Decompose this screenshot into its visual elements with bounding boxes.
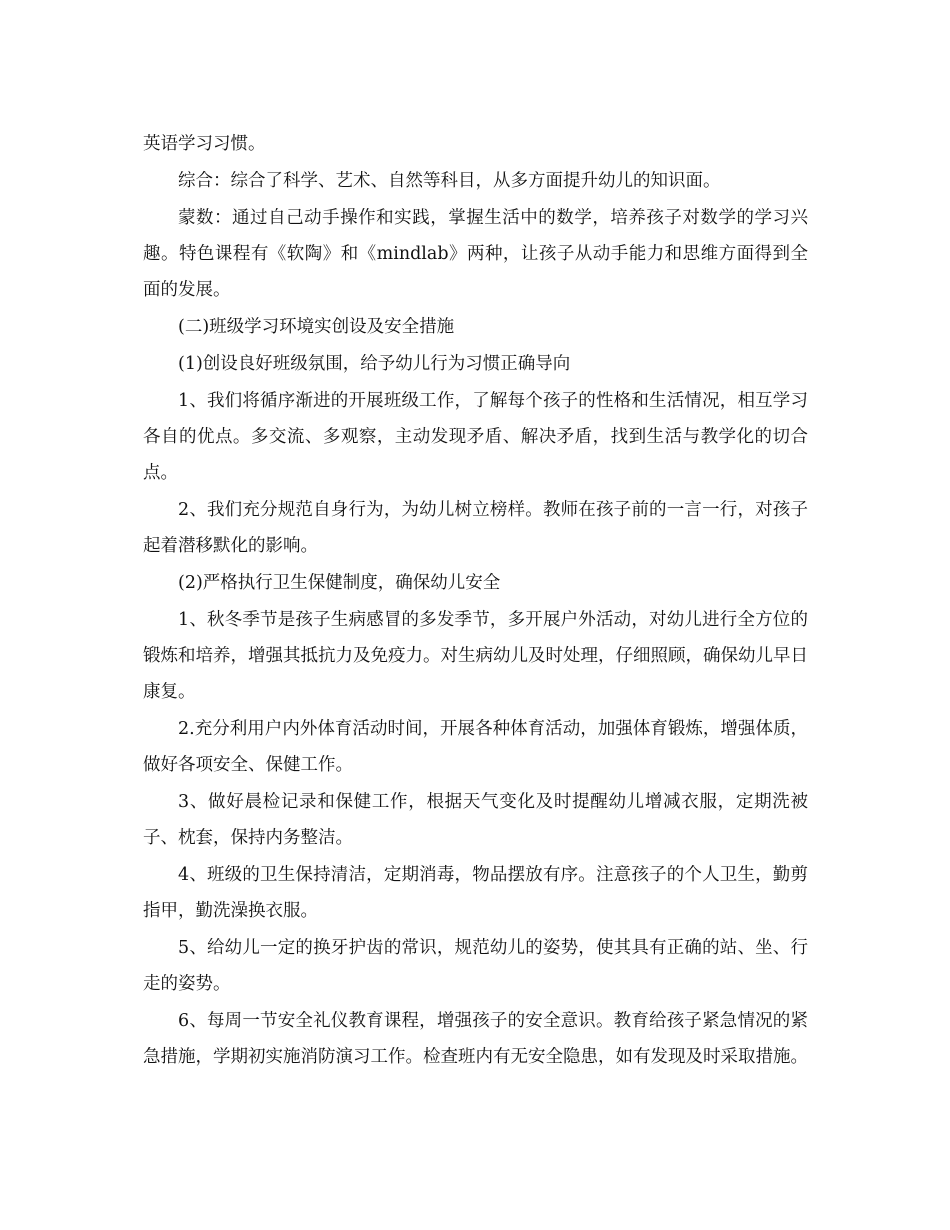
paragraph: 综合：综合了科学、艺术、自然等科目，从多方面提升幼儿的知识面。 <box>178 171 721 191</box>
paragraph: 3、做好晨检记录和保健工作，根据天气变化及时提醒幼儿增减衣服，定期洗被子、枕套，保持内务整洁。 <box>143 792 808 848</box>
paragraph: 蒙数：通过自己动手操作和实践，掌握生活中的数学，培养孩子对数学的学习兴趣。特色课程有《软陶》和《mindlab》两种，让孩子从动手能力和思维方面得到全面的发展。 <box>143 208 808 300</box>
paragraph: 2、我们充分规范自身行为，为幼儿树立榜样。教师在孩子前的一言一行，对孩子起着潜移默化的影响。 <box>143 500 808 556</box>
paragraph: 1、秋冬季节是孩子生病感冒的多发季节，多开展户外活动，对幼儿进行全方位的锻炼和培养，增强其抵抗力及免疫力。对生病幼儿及时处理，仔细照顾，确保幼儿早日康复。 <box>143 610 808 702</box>
subsection-heading: (1)创设良好班级氛围，给予幼儿行为习惯正确导向 <box>178 354 571 374</box>
paragraph: 5、给幼儿一定的换牙护齿的常识，规范幼儿的姿势，使其具有正确的站、坐、行走的姿势。 <box>143 938 808 994</box>
paragraph: 2.充分利用户内外体育活动时间，开展各种体育活动，加强体育锻炼，增强体质，做好各项安全、保健工作。 <box>143 719 808 775</box>
paragraph: 6、每周一节安全礼仪教育课程，增强孩子的安全意识。教育给孩子紧急情况的紧急措施，学期初实施消防演习工作。检查班内有无安全隐患，如有发现及时采取措施。 <box>143 1011 808 1067</box>
subsection-heading: (2)严格执行卫生保健制度，确保幼儿安全 <box>178 573 501 593</box>
paragraph: 4、班级的卫生保持清洁，定期消毒，物品摆放有序。注意孩子的个人卫生，勤剪指甲，勤洗澡换衣服。 <box>143 865 808 921</box>
section-heading: (二)班级学习环境实创设及安全措施 <box>178 317 455 337</box>
document-body <box>143 126 808 1076</box>
paragraph: 英语学习习惯。 <box>143 134 266 154</box>
paragraph: 1、我们将循序渐进的开展班级工作，了解每个孩子的性格和生活情况，相互学习各自的优点。多交流、多观察，主动发现矛盾、解决矛盾，找到生活与教学化的切合点。 <box>143 391 808 483</box>
